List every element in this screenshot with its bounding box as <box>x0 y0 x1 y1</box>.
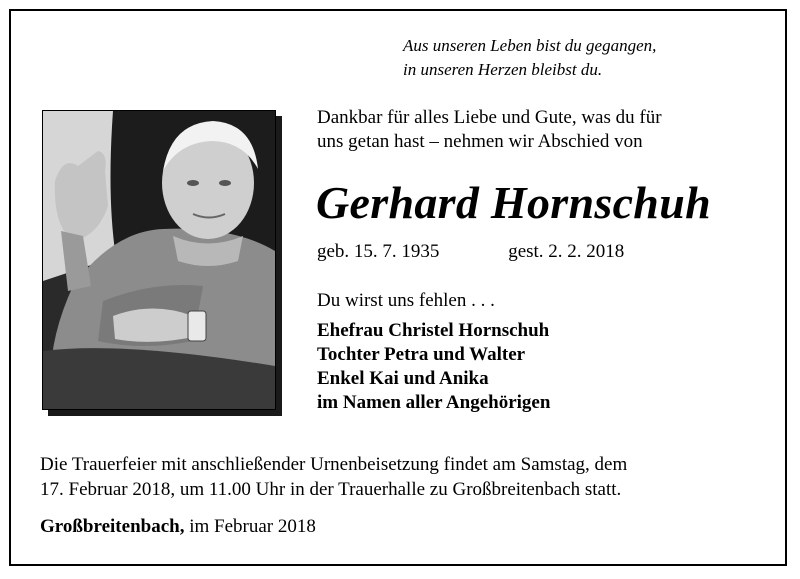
ceremony-info <box>40 452 627 502</box>
memorial-quote <box>403 34 773 82</box>
death-date: gest. 2. 2. 2018 <box>508 241 625 262</box>
signature-date: im Februar 2018 <box>189 516 316 537</box>
signature-place: Großbreitenbach, <box>40 516 185 537</box>
portrait-photo <box>42 110 279 410</box>
quote-line-1: Aus unseren Leben bist du gegangen, <box>403 36 657 55</box>
intro-text <box>317 106 662 154</box>
mourner-line: im Namen aller Angehörigen <box>317 392 551 413</box>
mourner-line: Tochter Petra und Walter <box>317 344 526 365</box>
farewell-line: Du wirst uns fehlen . . . <box>317 290 495 311</box>
quote-line-2: in unseren Herzen bleibst du. <box>403 60 603 79</box>
signature-line <box>40 516 316 538</box>
portrait-illustration <box>43 111 275 409</box>
intro-line-2: uns getan hast – nehmen wir Abschied von <box>317 131 643 152</box>
mourners-list <box>317 319 550 415</box>
photo-image <box>42 110 276 410</box>
ceremony-line-2: 17. Februar 2018, um 11.00 Uhr in der Trauerhalle zu Großbreitenbach statt. <box>40 479 622 500</box>
mourner-line: Ehefrau Christel Hornschuh <box>317 320 550 341</box>
intro-line-1: Dankbar für alles Liebe und Gute, was du für <box>317 107 662 128</box>
ceremony-line-1: Die Trauerfeier mit anschließender Urnenbeisetzung findet am Samstag, dem <box>40 454 628 475</box>
life-dates <box>317 241 624 263</box>
birth-date: geb. 15. 7. 1935 <box>317 241 440 262</box>
deceased-name: Gerhard Hornschuh <box>316 177 711 228</box>
mourner-line: Enkel Kai und Anika <box>317 368 489 389</box>
